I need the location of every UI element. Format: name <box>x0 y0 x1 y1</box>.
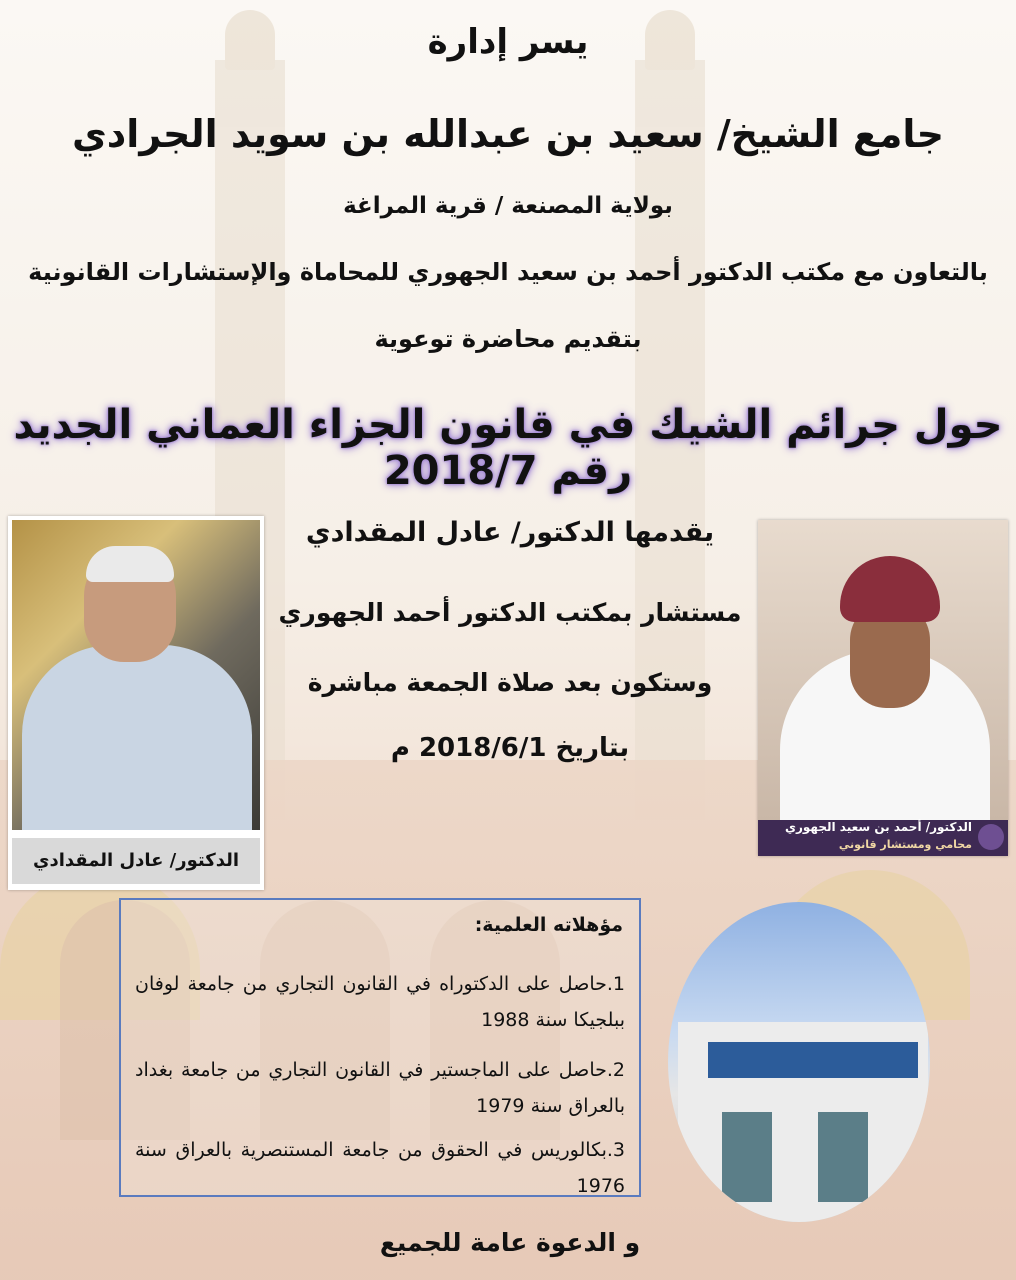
qualification-item: 3.بكالوريس في الحقوق من جامعة المستنصرية بالعراق سنة 1976 <box>135 1139 625 1197</box>
presenter-title: مستشار بمكتب الدكتور أحمد الجهوري <box>278 598 742 627</box>
lecture-time: وستكون بعد صلاة الجمعة مباشرة <box>307 668 713 697</box>
location: بولاية المصنعة / قرية المراغة <box>343 193 673 219</box>
collaboration: بالتعاون مع مكتب الدكتور أحمد بن سعيد الجهوري للمحاماة والإستشارات القانونية <box>28 258 988 286</box>
presenter-photo <box>8 516 264 890</box>
host-photo-caption: الدكتور/ أحمد بن سعيد الجهوري <box>784 820 972 834</box>
mosque-name: جامع الشيخ/ سعيد بن عبدالله بن سويد الجرادي <box>71 112 945 156</box>
host-photo-subcaption: محامي ومستشار قانوني <box>838 838 972 851</box>
qualification-item: 1.حاصل على الدكتوراه في القانون التجاري من جامعة لوفان ببلجيكا سنة 1988 <box>135 973 625 1031</box>
presenter-name: يقدمها الدكتور/ عادل المقدادي <box>305 517 715 548</box>
lecture-intro: بتقديم محاضرة توعوية <box>374 325 642 353</box>
host-photo <box>758 520 1008 856</box>
channel-logo-icon <box>978 824 1004 850</box>
qualification-item: 2.حاصل على الماجستير في القانون التجاري من جامعة بغداد بالعراق سنة 1979 <box>135 1059 625 1117</box>
qualifications-heading: مؤهلاته العلمية: <box>474 914 623 936</box>
qualifications-box <box>119 898 641 1197</box>
host-intro: يسر إدارة <box>427 22 589 62</box>
lecture-date: بتاريخ 2018/6/1 م <box>390 733 630 763</box>
lecture-topic: حول جرائم الشيك في قانون الجزاء العماني الجديد رقم 2018/7 <box>13 402 1003 494</box>
law-office-photo <box>668 902 930 1222</box>
presenter-photo-caption: الدكتور/ عادل المقدادي <box>12 838 260 884</box>
public-invitation: و الدعوة عامة للجميع <box>379 1228 641 1257</box>
